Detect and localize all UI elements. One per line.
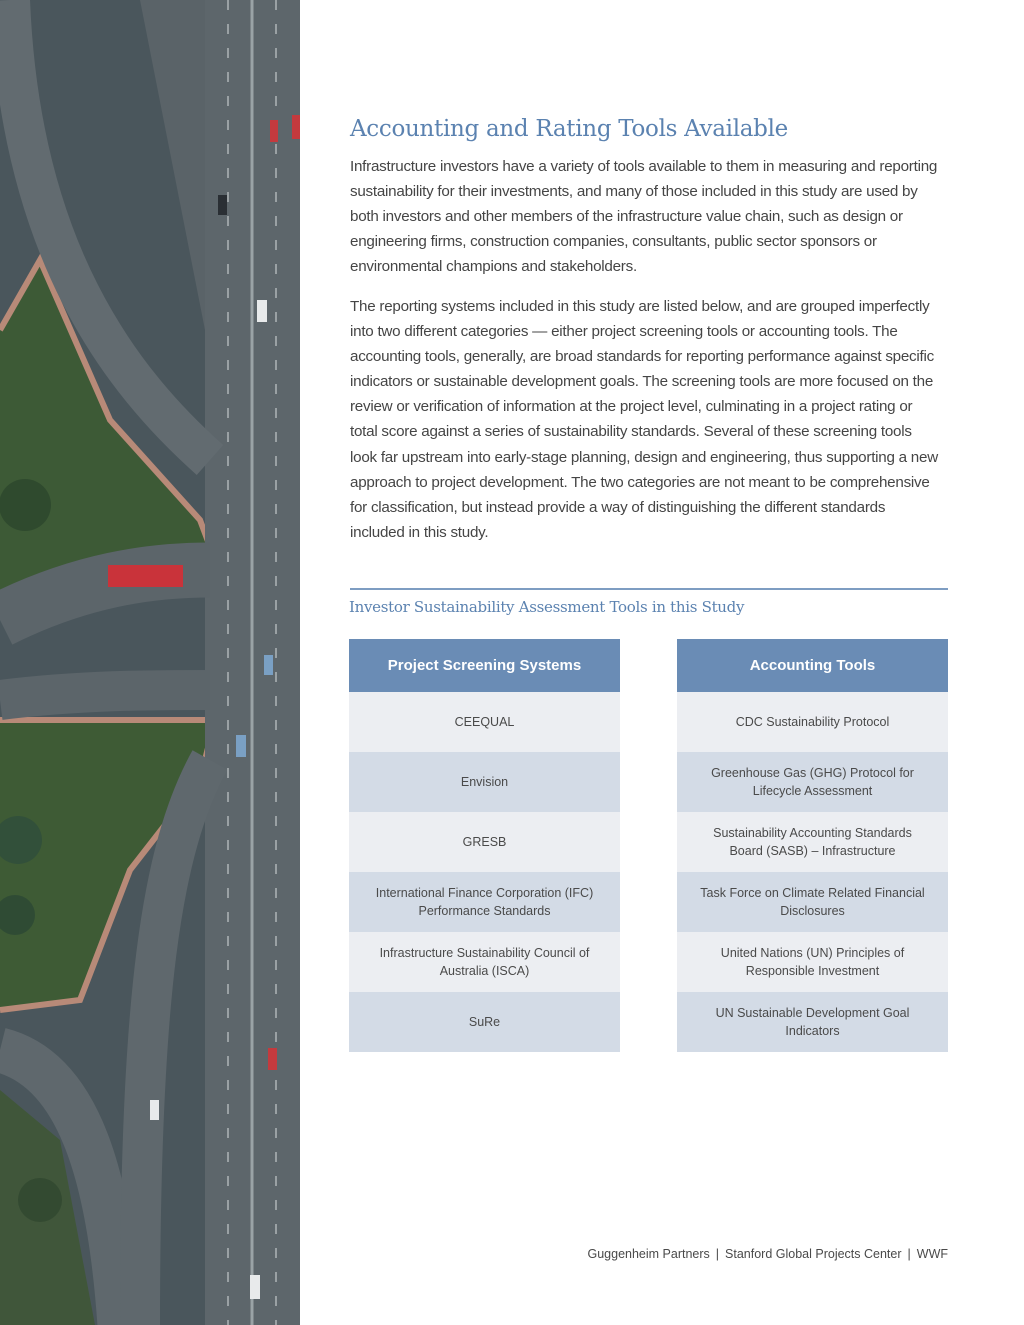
page-title: Accounting and Rating Tools Available xyxy=(350,116,788,142)
table-row: UN Sustainable Development Goal Indicators xyxy=(677,992,948,1052)
screening-systems-table xyxy=(349,639,620,1052)
section-divider xyxy=(350,588,948,590)
table-row: United Nations (UN) Principles of Responsible Investment xyxy=(677,932,948,992)
table-row: Task Force on Climate Related Financial Disclosures xyxy=(677,872,948,932)
table-row: Envision xyxy=(349,752,620,812)
footer-wwf: WWF xyxy=(916,1247,948,1261)
intro-paragraph: Infrastructure investors have a variety of tools available to them in measuring and reporting sustainability for their investments, and many of those included in this study are used by both investors and other members of the infrastructure value chain, such as design or engineering firms, construction companies, consultants, public sector sponsors or environmental champions and stakeholders. xyxy=(350,158,938,276)
categories-paragraph: The reporting systems included in this study are listed below, and are grouped imperfectly into two different categories — either project screening tools or accounting tools. The accounting tools, generally, are broad standards for reporting performance against specific indicators or sustainable development goals. The screening tools are more focused on the review or verification of information at the project level, culminating in a project rating or total score against a series of sustainability standards. Several of these screening tools look far upstream into early-stage planning, design and engineering, thus supporting a new approach to project development. The two categories are not meant to be comprehensive for classification, but instead provide a way of distinguishing the different standards included in this study. xyxy=(350,298,938,541)
page-footer xyxy=(587,1247,948,1261)
table-row: Sustainability Accounting Standards Board (SASB) – Infrastructure xyxy=(677,812,948,872)
footer-guggenheim: Guggenheim Partners xyxy=(587,1247,710,1261)
table-row: CDC Sustainability Protocol xyxy=(677,692,948,752)
table-header: Accounting Tools xyxy=(677,639,948,692)
footer-separator: | xyxy=(907,1247,911,1261)
section-title: Investor Sustainability Assessment Tools in this Study xyxy=(349,598,745,616)
table-row: Greenhouse Gas (GHG) Protocol for Lifecycle Assessment xyxy=(677,752,948,812)
table-row: Infrastructure Sustainability Council of Australia (ISCA) xyxy=(349,932,620,992)
table-row: International Finance Corporation (IFC) Performance Standards xyxy=(349,872,620,932)
table-row: GRESB xyxy=(349,812,620,872)
table-header: Project Screening Systems xyxy=(349,639,620,692)
aerial-highway-photo xyxy=(0,0,300,1325)
footer-separator: | xyxy=(715,1247,720,1261)
table-row: CEEQUAL xyxy=(349,692,620,752)
footer-stanford: Stanford Global Projects Center xyxy=(725,1247,902,1261)
table-row: SuRe xyxy=(349,992,620,1052)
accounting-tools-table xyxy=(677,639,948,1052)
